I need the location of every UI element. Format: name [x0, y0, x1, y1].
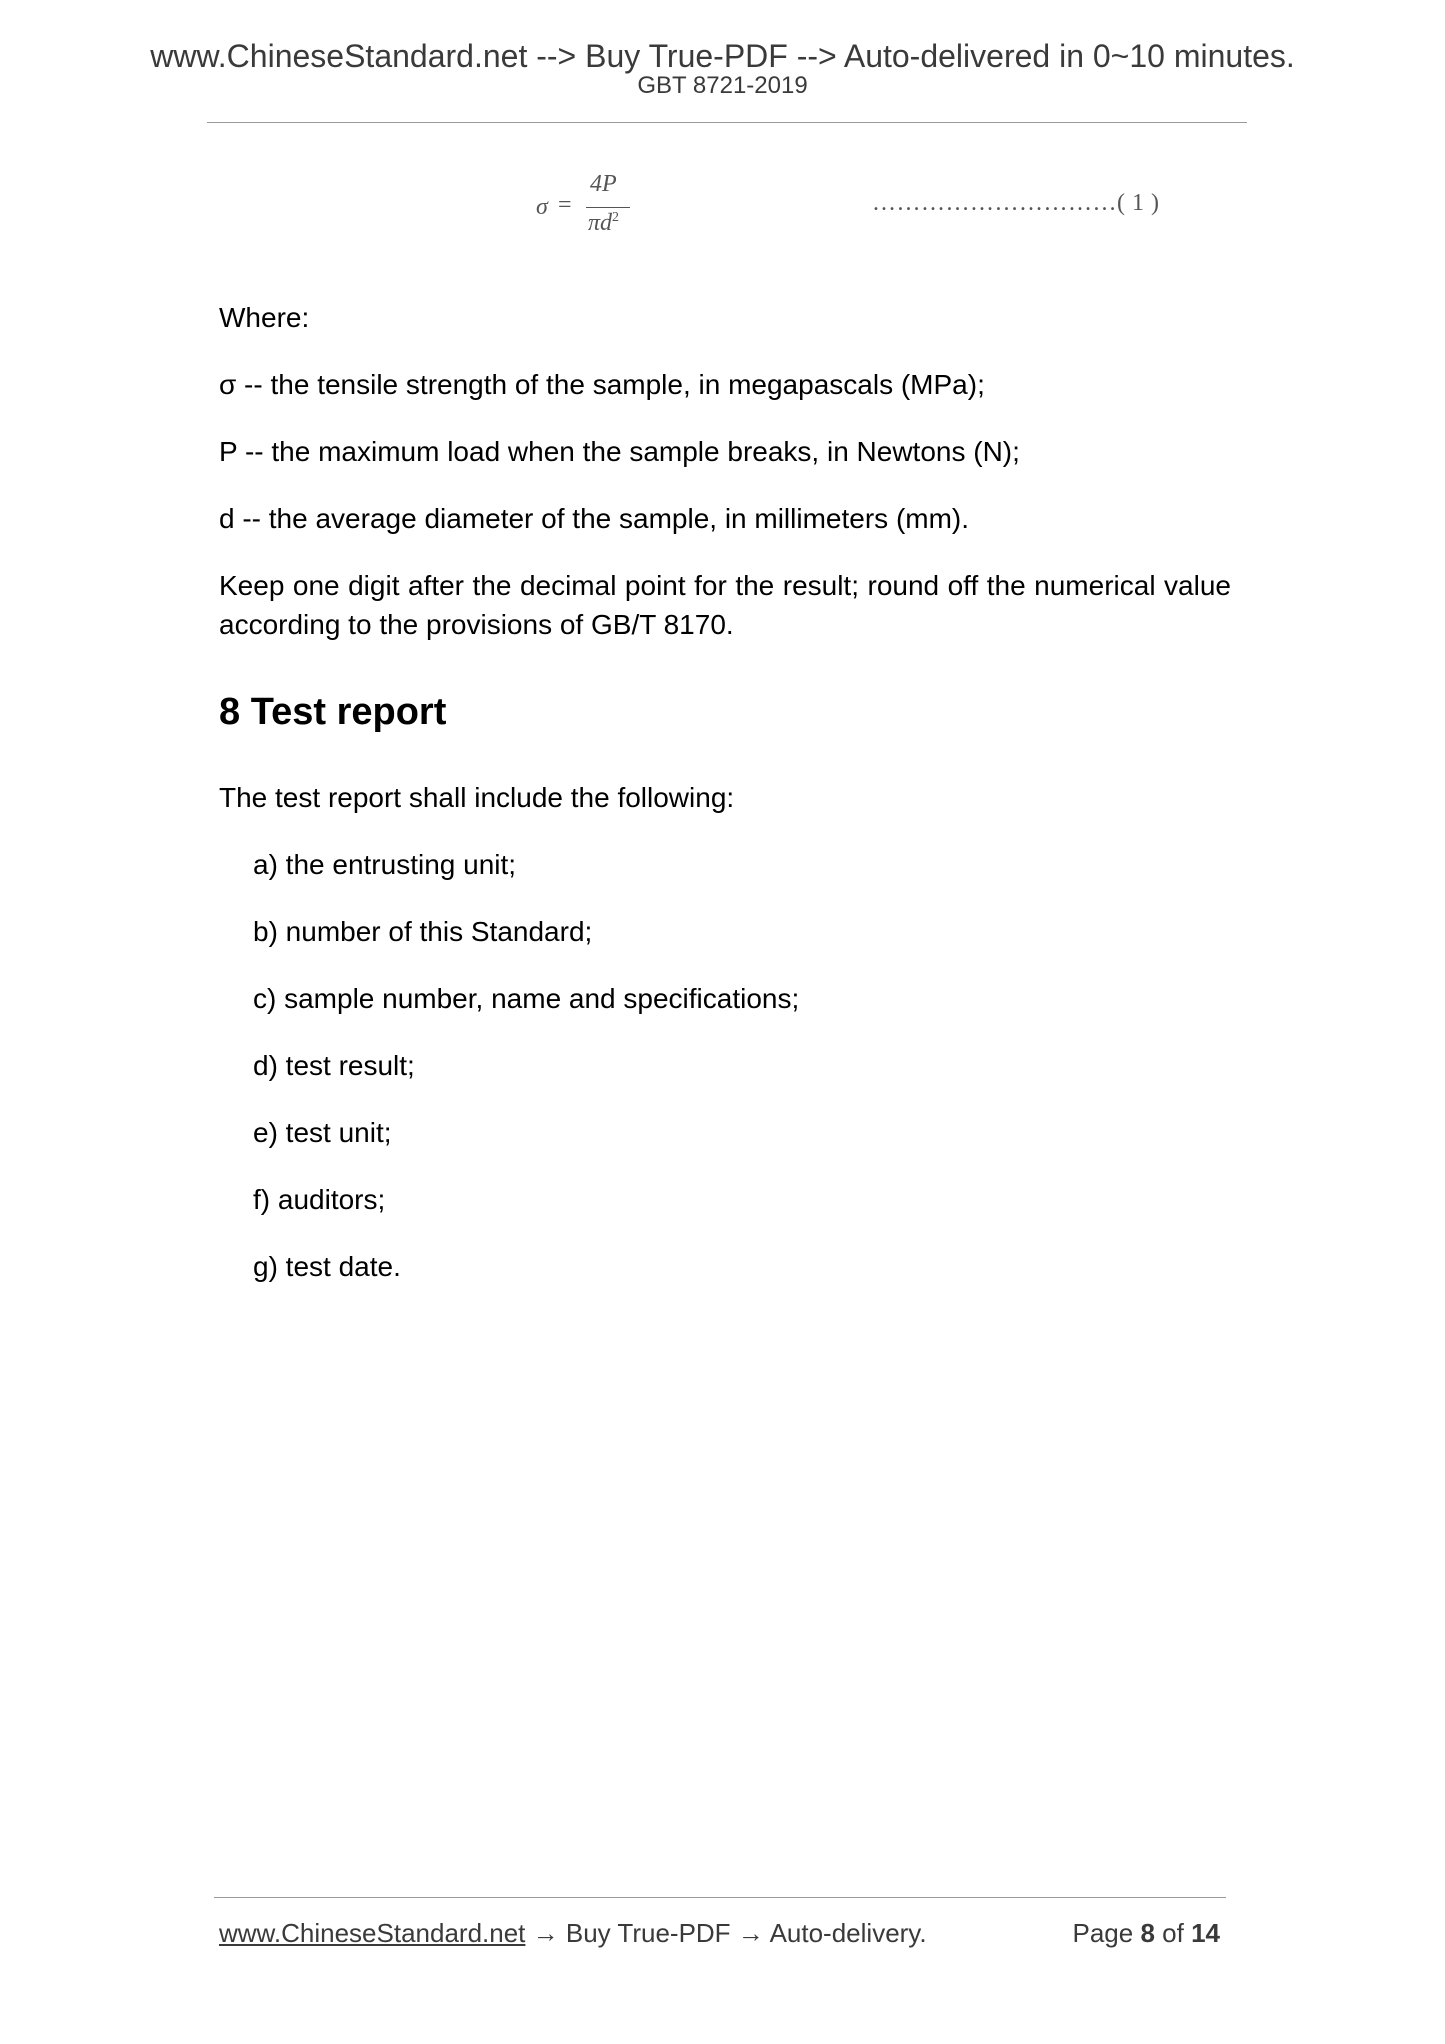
- formula-denominator: πd: [588, 210, 613, 236]
- definition-p: P -- the maximum load when the sample breaks, in Newtons (N);: [219, 436, 1020, 467]
- page-label: Page: [1072, 1918, 1134, 1948]
- header-banner[interactable]: www.ChineseStandard.net --> Buy True-PDF --> Auto-delivered in 0~10 minutes.: [150, 38, 1295, 74]
- where-label: Where:: [219, 302, 310, 333]
- header-divider: [207, 122, 1247, 123]
- page-current: 8: [1140, 1918, 1155, 1948]
- formula-equals: =: [558, 192, 572, 218]
- formula-lhs: σ: [536, 194, 548, 220]
- definition-d: d -- the average diameter of the sample, in millimeters (mm).: [219, 503, 970, 534]
- page-of: of: [1162, 1918, 1184, 1948]
- footer-tagline: → Buy True-PDF → Auto-delivery.: [525, 1918, 927, 1948]
- list-item: b) number of this Standard;: [253, 916, 593, 947]
- equation-number: [872, 190, 1160, 217]
- list-item: e) test unit;: [253, 1117, 392, 1148]
- list-item: f) auditors;: [253, 1184, 386, 1215]
- list-item: c) sample number, name and specifications;: [253, 983, 800, 1014]
- equation-close-paren: ): [1151, 190, 1160, 216]
- section-heading: 8 Test report: [219, 691, 447, 733]
- footer-link[interactable]: www.ChineseStandard.net: [219, 1918, 526, 1948]
- definition-sigma: σ -- the tensile strength of the sample, in megapascals (MPa);: [219, 369, 985, 400]
- section-intro: The test report shall include the following:: [219, 782, 735, 813]
- footer-left: [219, 1918, 927, 1949]
- list-item: g) test date.: [253, 1251, 401, 1282]
- list-item: a) the entrusting unit;: [253, 849, 517, 880]
- formula-numerator: 4P: [590, 171, 617, 197]
- equation-number-value: 1: [1132, 190, 1145, 216]
- footer-divider: [214, 1897, 1226, 1898]
- list-item: d) test result;: [253, 1050, 415, 1081]
- rounding-note: Keep one digit after the decimal point for the result; round off the numerical value according to the provisions of GB/T 8170.: [219, 570, 1231, 640]
- equation-leader-dots: …………………………(: [872, 190, 1126, 216]
- fraction-bar: [586, 207, 630, 208]
- page-total: 14: [1191, 1918, 1220, 1948]
- formula-exponent: 2: [612, 210, 620, 225]
- document-code: GBT 8721-2019: [637, 72, 808, 99]
- page-indicator: [1072, 1918, 1220, 1949]
- formula-denominator-wrap: [588, 210, 619, 237]
